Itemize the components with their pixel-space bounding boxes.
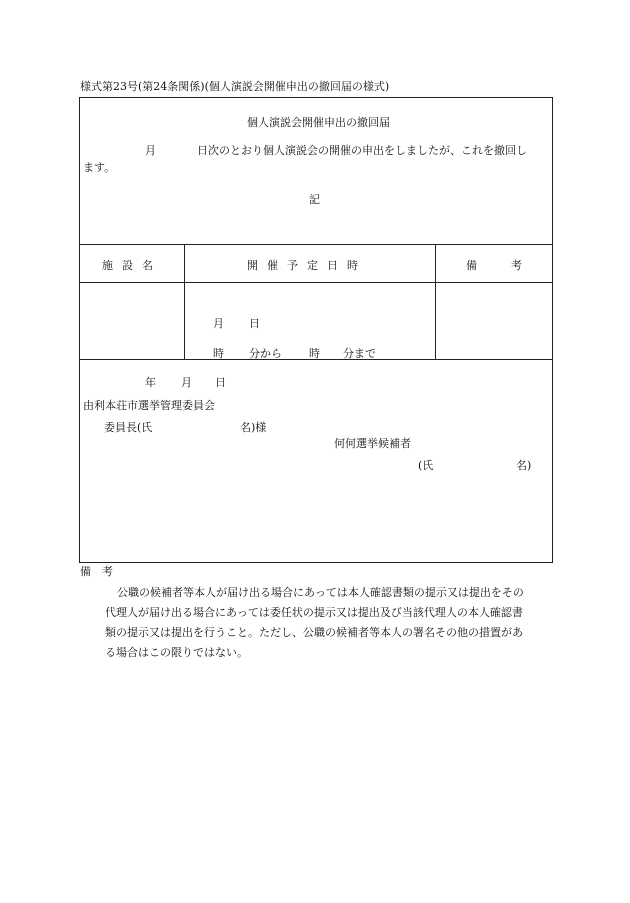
form-number-title: 様式第23号(第24条関係)(個人演説会開催申出の撤回届の様式) bbox=[80, 80, 390, 93]
intro-text-cont: ます。 bbox=[83, 161, 116, 174]
notes-line-4: る場合はこの限りではない。 bbox=[105, 646, 248, 659]
time-from-min: 分から bbox=[249, 347, 282, 360]
form-frame bbox=[79, 97, 553, 563]
chair-suffix: 名)様 bbox=[240, 421, 267, 434]
header-remarks bbox=[466, 260, 556, 271]
header-remarks-text: 備考 bbox=[466, 259, 556, 272]
notes-line-1: 公職の候補者等本人が届け出る場合にあっては本人確認書類の提示又は提出をその bbox=[117, 586, 524, 599]
time-from-hour: 時 bbox=[213, 347, 224, 360]
sign-month: 月 bbox=[181, 376, 192, 389]
header-scheduled-datetime: 開催予定日時 bbox=[247, 259, 367, 272]
addressee: 由利本荘市選挙管理委員会 bbox=[83, 399, 215, 412]
sign-day: 日 bbox=[215, 376, 226, 389]
notes-line-2: 代理人が届け出る場合にあっては委任状の提示又は提出及び当該代理人の本人確認書 bbox=[105, 606, 523, 619]
intro-month: 月 bbox=[145, 144, 156, 157]
table-col-divider-1 bbox=[184, 244, 185, 359]
header-facility-name: 施設名 bbox=[102, 259, 162, 272]
time-to-hour: 時 bbox=[309, 347, 320, 360]
table-header-rule bbox=[80, 282, 552, 283]
notes-line-3: 類の提示又は提出を行うこと。ただし、公職の候補者等本人の署名その他の措置があ bbox=[105, 626, 523, 639]
time-to-min: 分まで bbox=[343, 347, 376, 360]
ki-mark: 記 bbox=[309, 193, 320, 206]
date-day: 日 bbox=[249, 317, 260, 330]
candidate-name-open: (氏 bbox=[418, 459, 434, 472]
intro-text: 日次のとおり個人演説会の開催の申出をしましたが、これを撤回し bbox=[197, 144, 527, 157]
sign-year: 年 bbox=[145, 376, 156, 389]
table-top-rule bbox=[80, 244, 552, 245]
notes-heading: 備 考 bbox=[80, 565, 113, 578]
chair-prefix: 委員長(氏 bbox=[104, 421, 153, 434]
document-title: 個人演説会開催申出の撤回届 bbox=[247, 116, 390, 129]
date-month: 月 bbox=[213, 317, 224, 330]
candidate-name-close: 名) bbox=[516, 459, 532, 472]
table-col-divider-2 bbox=[435, 244, 436, 359]
candidate-label: 何何選挙候補者 bbox=[334, 437, 411, 450]
